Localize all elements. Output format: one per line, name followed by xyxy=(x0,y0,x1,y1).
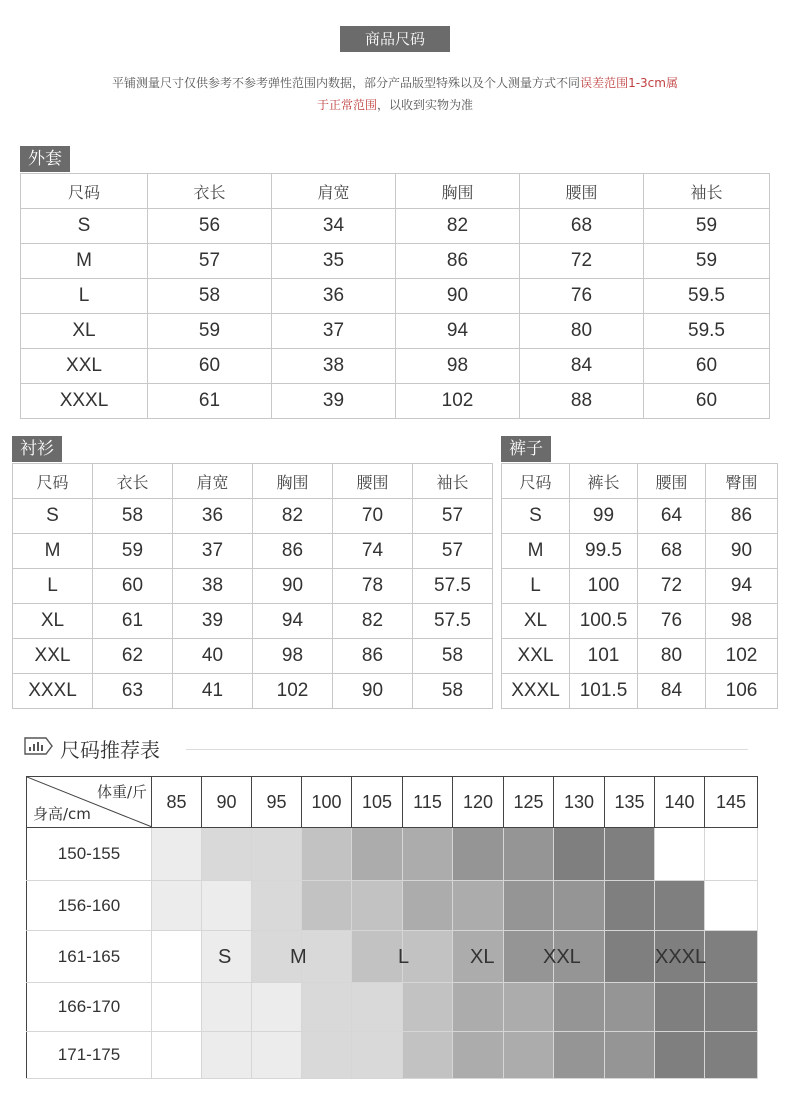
value-cell: 39 xyxy=(272,384,396,419)
shade-cell xyxy=(554,828,605,881)
table-row xyxy=(502,604,778,639)
table-row xyxy=(502,499,778,534)
value-cell: 57.5 xyxy=(413,569,493,604)
value-cell: 61 xyxy=(93,604,173,639)
size-cell: M xyxy=(13,534,93,569)
pants-size-table xyxy=(501,463,778,709)
value-cell: 40 xyxy=(173,639,253,674)
value-cell: 76 xyxy=(638,604,706,639)
table-row xyxy=(21,209,770,244)
shade-cell xyxy=(554,983,605,1032)
height-row xyxy=(27,931,758,983)
weight-header: 95 xyxy=(252,777,302,828)
value-cell: 98 xyxy=(396,349,520,384)
value-cell: 84 xyxy=(638,674,706,709)
value-cell: 88 xyxy=(520,384,644,419)
height-row xyxy=(27,828,758,881)
value-cell: 98 xyxy=(253,639,333,674)
shade-cell xyxy=(202,983,252,1032)
table-row xyxy=(502,534,778,569)
value-cell: 59.5 xyxy=(644,279,770,314)
table-row xyxy=(13,674,493,709)
size-cell: L xyxy=(13,569,93,604)
shade-cell xyxy=(252,881,302,931)
value-cell: 98 xyxy=(706,604,778,639)
shade-cell xyxy=(252,983,302,1032)
shade-cell xyxy=(403,931,453,983)
column-header: 胸围 xyxy=(253,464,333,499)
size-recommend-label: XXXL xyxy=(655,946,707,968)
value-cell: 57 xyxy=(413,534,493,569)
weight-header: 115 xyxy=(403,777,453,828)
value-cell: 94 xyxy=(706,569,778,604)
column-header: 腰围 xyxy=(638,464,706,499)
corner-height-label: 身高/cm xyxy=(33,805,91,823)
table-row xyxy=(502,674,778,709)
table-row xyxy=(21,349,770,384)
value-cell: 86 xyxy=(333,639,413,674)
table-row xyxy=(502,569,778,604)
value-cell: 102 xyxy=(396,384,520,419)
size-cell: S xyxy=(13,499,93,534)
value-cell: 34 xyxy=(272,209,396,244)
value-cell: 57 xyxy=(148,244,272,279)
shade-cell xyxy=(554,1032,605,1079)
shade-cell xyxy=(152,1032,202,1079)
notice-text-2: ，以收到实物为准 xyxy=(377,98,474,112)
table-row xyxy=(502,639,778,674)
header-row xyxy=(21,174,770,209)
size-recommend-label: L xyxy=(398,946,410,968)
shade-cell xyxy=(403,828,453,881)
column-header: 尺码 xyxy=(502,464,570,499)
value-cell: 38 xyxy=(272,349,396,384)
shade-cell xyxy=(605,881,655,931)
shade-cell xyxy=(504,1032,554,1079)
shade-cell xyxy=(252,828,302,881)
value-cell: 38 xyxy=(173,569,253,604)
value-cell: 82 xyxy=(396,209,520,244)
weight-header: 130 xyxy=(554,777,605,828)
value-cell: 60 xyxy=(644,349,770,384)
column-header: 胸围 xyxy=(396,174,520,209)
column-header: 腰围 xyxy=(333,464,413,499)
size-recommend-label: XXL xyxy=(543,946,581,968)
shade-cell xyxy=(302,1032,352,1079)
value-cell: 101.5 xyxy=(570,674,638,709)
value-cell: 36 xyxy=(272,279,396,314)
value-cell: 58 xyxy=(413,639,493,674)
value-cell: 90 xyxy=(396,279,520,314)
height-label: 156-160 xyxy=(27,881,152,931)
shade-cell xyxy=(605,931,655,983)
table-row xyxy=(21,244,770,279)
shade-cell xyxy=(453,828,504,881)
value-cell: 80 xyxy=(638,639,706,674)
recommend-heading xyxy=(24,734,160,762)
size-recommend-label: S xyxy=(218,946,232,968)
value-cell: 59 xyxy=(93,534,173,569)
table-row xyxy=(13,639,493,674)
weight-header: 140 xyxy=(655,777,705,828)
shade-cell xyxy=(705,983,758,1032)
value-cell: 36 xyxy=(173,499,253,534)
size-cell: XXXL xyxy=(21,384,148,419)
shade-cell xyxy=(152,881,202,931)
value-cell: 62 xyxy=(93,639,173,674)
size-cell: M xyxy=(502,534,570,569)
value-cell: 78 xyxy=(333,569,413,604)
section-tag-pants: 裤子 xyxy=(501,436,551,462)
value-cell: 63 xyxy=(93,674,173,709)
size-cell: XXL xyxy=(21,349,148,384)
value-cell: 41 xyxy=(173,674,253,709)
shade-cell xyxy=(252,1032,302,1079)
shade-cell xyxy=(302,881,352,931)
jacket-size-table xyxy=(20,173,770,419)
value-cell: 86 xyxy=(706,499,778,534)
shade-cell xyxy=(352,931,403,983)
weight-header: 125 xyxy=(504,777,554,828)
weight-header: 120 xyxy=(453,777,504,828)
weight-header: 90 xyxy=(202,777,252,828)
value-cell: 99 xyxy=(570,499,638,534)
size-recommend-label: XL xyxy=(470,946,495,968)
shade-cell xyxy=(152,983,202,1032)
weight-header-row xyxy=(27,777,758,828)
size-cell: XXXL xyxy=(13,674,93,709)
shade-cell xyxy=(352,983,403,1032)
value-cell: 102 xyxy=(253,674,333,709)
shade-cell xyxy=(202,881,252,931)
size-recommend-table xyxy=(26,776,758,1079)
shade-cell xyxy=(202,1032,252,1079)
value-cell: 102 xyxy=(706,639,778,674)
value-cell: 58 xyxy=(148,279,272,314)
size-recommend-label: M xyxy=(290,946,307,968)
value-cell: 61 xyxy=(148,384,272,419)
value-cell: 57.5 xyxy=(413,604,493,639)
value-cell: 72 xyxy=(638,569,706,604)
size-cell: L xyxy=(21,279,148,314)
shade-cell xyxy=(504,881,554,931)
shade-cell xyxy=(605,983,655,1032)
value-cell: 56 xyxy=(148,209,272,244)
shade-cell xyxy=(352,881,403,931)
column-header: 肩宽 xyxy=(272,174,396,209)
column-header: 臀围 xyxy=(706,464,778,499)
weight-header: 105 xyxy=(352,777,403,828)
shade-cell xyxy=(302,828,352,881)
shade-cell xyxy=(152,828,202,881)
value-cell: 39 xyxy=(173,604,253,639)
size-cell: M xyxy=(21,244,148,279)
size-notice xyxy=(40,72,750,116)
column-header: 袖长 xyxy=(413,464,493,499)
shade-cell xyxy=(705,828,758,881)
value-cell: 68 xyxy=(520,209,644,244)
shade-cell xyxy=(504,828,554,881)
divider xyxy=(186,749,748,750)
shade-cell xyxy=(605,1032,655,1079)
shade-cell xyxy=(403,1032,453,1079)
header-row xyxy=(502,464,778,499)
column-header: 袖长 xyxy=(644,174,770,209)
shade-cell xyxy=(705,881,758,931)
column-header: 衣长 xyxy=(148,174,272,209)
value-cell: 70 xyxy=(333,499,413,534)
value-cell: 100 xyxy=(570,569,638,604)
section-tag-jacket: 外套 xyxy=(20,146,70,172)
table-row xyxy=(21,384,770,419)
shade-cell xyxy=(202,828,252,881)
table-row xyxy=(21,314,770,349)
column-header: 尺码 xyxy=(13,464,93,499)
table-row xyxy=(13,569,493,604)
page-title: 商品尺码 xyxy=(340,26,450,52)
value-cell: 90 xyxy=(333,674,413,709)
height-row xyxy=(27,983,758,1032)
value-cell: 76 xyxy=(520,279,644,314)
value-cell: 82 xyxy=(333,604,413,639)
table-row xyxy=(13,534,493,569)
value-cell: 94 xyxy=(396,314,520,349)
value-cell: 60 xyxy=(644,384,770,419)
height-label: 150-155 xyxy=(27,828,152,881)
shade-cell xyxy=(453,983,504,1032)
height-label: 161-165 xyxy=(27,931,152,983)
value-cell: 60 xyxy=(148,349,272,384)
value-cell: 58 xyxy=(93,499,173,534)
column-header: 裤长 xyxy=(570,464,638,499)
value-cell: 59 xyxy=(644,244,770,279)
shade-cell xyxy=(655,828,705,881)
height-label: 171-175 xyxy=(27,1032,152,1079)
size-cell: L xyxy=(502,569,570,604)
size-cell: XL xyxy=(13,604,93,639)
shade-cell xyxy=(705,1032,758,1079)
value-cell: 35 xyxy=(272,244,396,279)
value-cell: 90 xyxy=(253,569,333,604)
weight-header: 135 xyxy=(605,777,655,828)
value-cell: 57 xyxy=(413,499,493,534)
shade-cell xyxy=(302,931,352,983)
weight-header: 100 xyxy=(302,777,352,828)
value-cell: 99.5 xyxy=(570,534,638,569)
table-row xyxy=(13,499,493,534)
section-tag-shirt: 衬衫 xyxy=(12,436,62,462)
column-header: 尺码 xyxy=(21,174,148,209)
value-cell: 90 xyxy=(706,534,778,569)
value-cell: 80 xyxy=(520,314,644,349)
size-cell: XL xyxy=(21,314,148,349)
value-cell: 59 xyxy=(644,209,770,244)
size-cell: XXXL xyxy=(502,674,570,709)
corner-cell xyxy=(27,777,152,828)
shade-cell xyxy=(453,881,504,931)
value-cell: 58 xyxy=(413,674,493,709)
column-header: 衣长 xyxy=(93,464,173,499)
shade-cell xyxy=(302,983,352,1032)
value-cell: 72 xyxy=(520,244,644,279)
value-cell: 59 xyxy=(148,314,272,349)
value-cell: 59.5 xyxy=(644,314,770,349)
value-cell: 37 xyxy=(272,314,396,349)
size-cell: XXL xyxy=(13,639,93,674)
value-cell: 100.5 xyxy=(570,604,638,639)
shade-cell xyxy=(403,881,453,931)
height-row xyxy=(27,881,758,931)
shade-cell xyxy=(655,881,705,931)
shade-cell xyxy=(655,983,705,1032)
shade-cell xyxy=(453,1032,504,1079)
corner-weight-label: 体重/斤 xyxy=(96,783,147,801)
size-cell: S xyxy=(502,499,570,534)
column-header: 腰围 xyxy=(520,174,644,209)
height-label: 166-170 xyxy=(27,983,152,1032)
value-cell: 64 xyxy=(638,499,706,534)
size-cell: XL xyxy=(502,604,570,639)
value-cell: 106 xyxy=(706,674,778,709)
shade-cell xyxy=(352,1032,403,1079)
shade-cell xyxy=(605,828,655,881)
notice-highlight-2: 于正常范围 xyxy=(316,98,377,112)
value-cell: 86 xyxy=(396,244,520,279)
value-cell: 37 xyxy=(173,534,253,569)
value-cell: 94 xyxy=(253,604,333,639)
size-cell: XXL xyxy=(502,639,570,674)
column-header: 肩宽 xyxy=(173,464,253,499)
shirt-size-table xyxy=(12,463,493,709)
header-row xyxy=(13,464,493,499)
height-row xyxy=(27,1032,758,1079)
table-row xyxy=(21,279,770,314)
shade-cell xyxy=(554,881,605,931)
value-cell: 101 xyxy=(570,639,638,674)
size-cell: S xyxy=(21,209,148,244)
shade-cell xyxy=(504,983,554,1032)
value-cell: 74 xyxy=(333,534,413,569)
shade-cell xyxy=(403,983,453,1032)
shade-cell xyxy=(655,1032,705,1079)
weight-header: 85 xyxy=(152,777,202,828)
table-row xyxy=(13,604,493,639)
notice-text: 平铺测量尺寸仅供参考不参考弹性范围内数据，部分产品版型特殊以及个人测量方式不同 xyxy=(112,76,581,90)
shade-cell xyxy=(152,931,202,983)
bar-chart-tag-icon xyxy=(24,736,54,760)
value-cell: 60 xyxy=(93,569,173,604)
shade-cell xyxy=(705,931,758,983)
shade-cell xyxy=(352,828,403,881)
value-cell: 86 xyxy=(253,534,333,569)
value-cell: 82 xyxy=(253,499,333,534)
value-cell: 68 xyxy=(638,534,706,569)
value-cell: 84 xyxy=(520,349,644,384)
weight-header: 145 xyxy=(705,777,758,828)
recommend-title: 尺码推荐表 xyxy=(60,737,160,762)
notice-highlight: 误差范围1-3cm属 xyxy=(580,76,678,90)
